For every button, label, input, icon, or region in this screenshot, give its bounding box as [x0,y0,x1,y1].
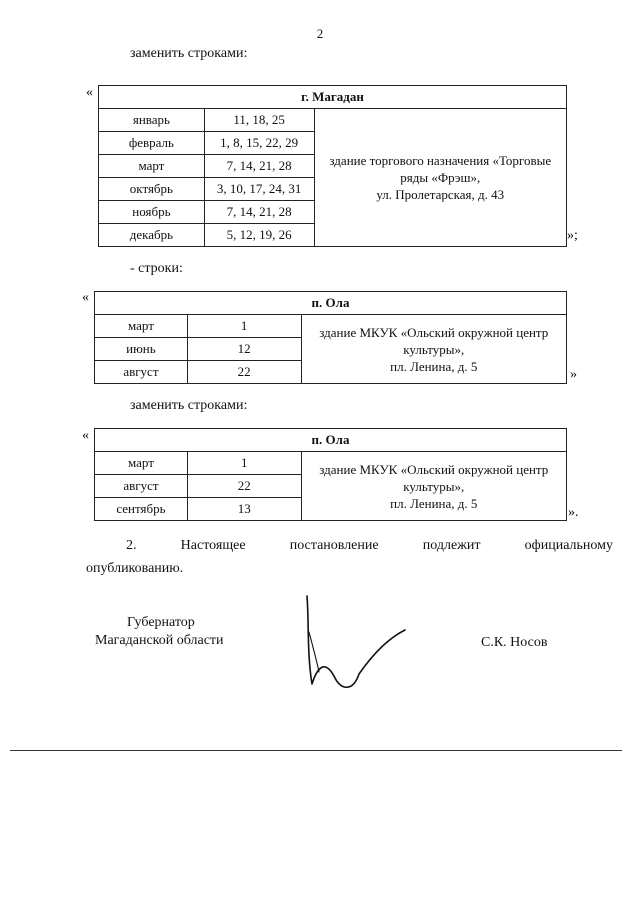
month-cell: декабрь [99,224,205,247]
month-cell: март [95,452,188,475]
days-cell: 1 [187,315,301,338]
signatory-title-line-2: Магаданской области [95,633,224,648]
days-cell: 22 [187,475,301,498]
place-line: пл. Ленина, д. 5 [390,358,478,374]
label-replace-lines-2: заменить строками: [130,398,248,413]
month-cell: июнь [95,338,188,361]
days-cell: 12 [187,338,301,361]
place-line: здание торгового назначения «Торговые [329,153,552,168]
place-cell [301,452,566,521]
place-line: здание МКУК «Ольский окружной центр [319,324,549,340]
place-line: ряды «Фрэш», [400,170,481,185]
footer-divider [10,750,622,751]
days-cell: 1 [187,452,301,475]
place-line: культуры», [403,478,465,494]
days-cell: 7, 14, 21, 28 [204,201,314,224]
table-row [95,315,567,338]
handwritten-signature [295,592,413,700]
signatory-name: С.К. Носов [481,635,548,650]
place-line: культуры», [403,341,465,357]
month-cell: сентябрь [95,498,188,521]
paragraph-2-line-1: 2. Настоящее постановление подлежит официальному [126,538,613,553]
month-cell: март [95,315,188,338]
schedule-table-magadan [98,85,567,247]
paragraph-2-line-2: опубликованию. [86,561,184,576]
close-quote-1: »; [567,228,578,243]
month-cell: август [95,475,188,498]
days-cell: 11, 18, 25 [204,109,314,132]
signatory-title-line-1: Губернатор [127,615,195,630]
month-cell: ноябрь [99,201,205,224]
month-cell: март [99,155,205,178]
open-quote-3: « [82,428,89,443]
days-cell: 5, 12, 19, 26 [204,224,314,247]
open-quote-2: « [82,290,89,305]
schedule-table-ola-new [94,428,567,521]
table-title: п. Ола [95,292,567,315]
place-line: здание МКУК «Ольский окружной центр [319,461,549,477]
days-cell: 1, 8, 15, 22, 29 [204,132,314,155]
close-quote-3: ». [568,505,579,520]
table-title: п. Ола [95,429,567,452]
month-cell: август [95,361,188,384]
place-line: ул. Пролетарская, д. 43 [376,187,505,202]
place-line: пл. Ленина, д. 5 [390,495,478,511]
table-title: г. Магадан [99,86,567,109]
table-row [95,452,567,475]
days-cell: 22 [187,361,301,384]
place-cell [301,315,566,384]
label-lines: - строки: [130,261,183,276]
month-cell: октябрь [99,178,205,201]
place-cell [314,109,567,247]
open-quote-1: « [86,85,93,100]
days-cell: 7, 14, 21, 28 [204,155,314,178]
schedule-table-ola-old [94,291,567,384]
table-row [99,109,567,132]
month-cell: январь [99,109,205,132]
month-cell: февраль [99,132,205,155]
days-cell: 3, 10, 17, 24, 31 [204,178,314,201]
days-cell: 13 [187,498,301,521]
close-quote-2: » [570,367,577,382]
label-replace-lines-1: заменить строками: [130,46,248,61]
page-number: 2 [316,26,324,41]
